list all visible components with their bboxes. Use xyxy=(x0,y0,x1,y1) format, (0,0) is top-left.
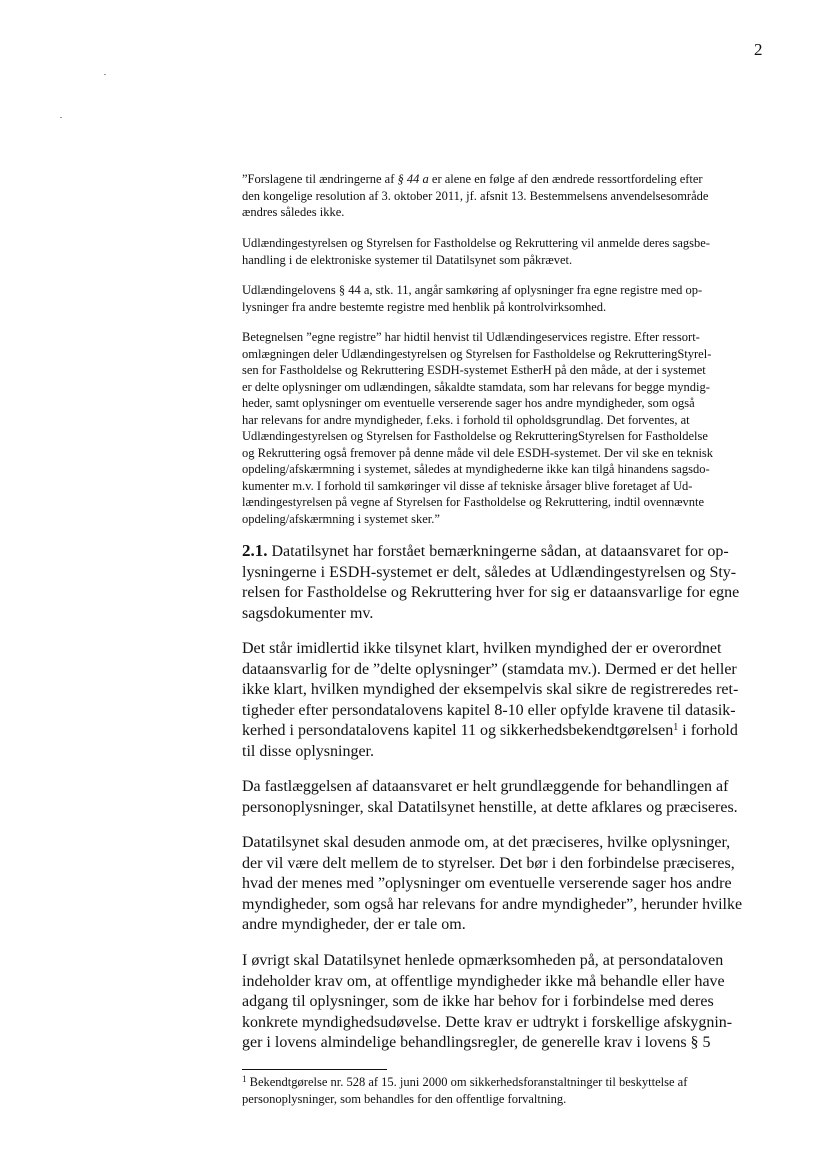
line: indeholder krav om, at offentlige myndigheder ikke må behandle eller have xyxy=(242,972,725,990)
line: Det står imidlertid ikke tilsynet klart, hvilken myndighed der er overordnet xyxy=(242,640,722,657)
quote-paragraph-2 xyxy=(242,235,769,268)
line: I øvrigt skal Datatilsynet henlede opmærksomheden på, at persondataloven xyxy=(242,952,724,969)
line: Da fastlæggelsen af dataansvaret er helt grundlæggende for behandlingen af xyxy=(242,778,729,795)
quote-line: lændingestyrelsen på vegne af Styrelsen for Fastholdelse og Rekruttering, indtil ovennævnte xyxy=(242,495,705,509)
line: dataansvarlig for de ”delte oplysninger” (stamdata mv.). Dermed er det heller xyxy=(242,660,737,678)
line: ikke klart, hvilken myndighed der eksempelvis skal sikre de registreredes ret- xyxy=(242,681,739,698)
footnote-separator xyxy=(242,1069,387,1070)
body-paragraph-2 xyxy=(242,639,770,762)
footnote xyxy=(242,1074,769,1108)
quote-line: omlægningen deler Udlændingestyrelsen og Styrelsen for Fastholdelse og RekrutteringStyrel- xyxy=(242,346,712,361)
line: sagsdokumenter mv. xyxy=(242,604,374,622)
quote-line: Udlændingestyrelsen og Styrelsen for Fastholdelse og RekrutteringStyrelsen for Fastholdelse xyxy=(242,429,708,443)
quote-line: ”Forslagene til ændringerne af § 44 a er alene en følge af den ændrede ressortfordeling efter xyxy=(242,172,703,186)
quote-paragraph-1 xyxy=(242,171,769,221)
quote-line: opdeling/afskærmning i systemet, således at myndighederne ikke kan tilgå hinandens sagsdo- xyxy=(242,462,710,476)
line: kerhed i persondatalovens kapitel 11 og sikkerhedsbekendtgørelsen$^1$ i forhold xyxy=(242,722,738,739)
line: ger i lovens almindelige behandlingsregler, de generelle krav i lovens § 5 xyxy=(242,1034,711,1051)
quote-line: har relevans for andre myndigheder, f.eks. i forhold til opholdsgrundlag. Det forventes, at xyxy=(242,412,690,427)
quote-line: kumenter m.v. I forhold til samkøringer vil disse af tekniske årsager blive foretaget af Ud- xyxy=(242,478,693,493)
quote-line: og Rekruttering også fremover på denne måde vil dele ESDH-systemet. Der vil ske en teknisk xyxy=(242,445,714,460)
quote-line: ændres således ikke. xyxy=(242,205,345,219)
line: hvad der menes med ”oplysninger om eventuelle verserende sager hos andre xyxy=(242,875,732,892)
body-paragraph-4 xyxy=(242,833,770,936)
line: konkrete myndighedsudøvelse. Dette krav er udtrykt i forskellige afskygnin- xyxy=(242,1013,733,1031)
section-number: 2.1. xyxy=(242,541,268,560)
line: relsen for Fastholdelse og Rekruttering hver for sig er dataansvarlige for egne xyxy=(242,584,740,601)
line: der vil være delt mellem de to styrelser. Det bør i den forbindelse præciseres, xyxy=(242,854,735,872)
line: tigheder efter persondatalovens kapitel 8-10 eller opfylde kravene til datasik- xyxy=(242,701,736,719)
body-paragraph-5 xyxy=(242,951,770,1054)
quote-line: Udlændingestyrelsen og Styrelsen for Fastholdelse og Rekruttering vil anmelde deres sagsbe- xyxy=(242,236,710,250)
line: til disse oplysninger. xyxy=(242,742,374,760)
quote-line: opdeling/afskærmning i systemet sker.” xyxy=(242,511,440,526)
line: adgang til oplysninger, som de ikke har behov for i forbindelse med deres xyxy=(242,993,714,1010)
quote-line: Udlændingelovens § 44 a, stk. 11, angår samkøring af oplysninger fra egne registre med op- xyxy=(242,283,703,297)
quote-line: den kongelige resolution af 3. oktober 2011, jf. afsnit 13. Bestemmelsens anvendelsesområde xyxy=(242,188,709,203)
line: andre myndigheder, der er tale om. xyxy=(242,916,466,933)
quote-line: sen for Fastholdelse og Rekruttering ESDH-systemet EstherH på den måde, at der i systemet xyxy=(242,363,706,377)
footnote-reference[interactable]: 1 xyxy=(673,722,679,733)
footnote-marker: 1 xyxy=(242,1074,247,1084)
footnote-line: $^1$ Bekendtgørelse nr. 528 af 15. juni 2000 om sikkerhedsforanstaltninger til beskyttelse af xyxy=(242,1074,688,1089)
line: personoplysninger, skal Datatilsynet henstille, at dette afklares og præciseres. xyxy=(242,798,738,816)
page-number: 2 xyxy=(754,40,763,59)
scan-speck xyxy=(60,117,62,118)
line: lysningerne i ESDH-systemet er delt, således at Udlændingestyrelsen og Sty- xyxy=(242,563,737,581)
quote-paragraph-3 xyxy=(242,282,769,315)
quote-paragraph-4 xyxy=(242,329,769,527)
quote-line: Betegnelsen ”egne registre” har hidtil henvist til Udlændingeservices registre. Efter ressort- xyxy=(242,330,700,344)
line: 2.1. Datatilsynet har forstået bemærkningerne sådan, at dataansvaret for op- xyxy=(242,541,729,560)
body-paragraph-3 xyxy=(242,777,770,818)
quote-line: er delte oplysninger om udlændingen, såkaldte stamdata, som har relevans for begge myndig- xyxy=(242,379,710,394)
quote-line: handling i de elektroniske systemer til Datatilsynet som påkrævet. xyxy=(242,252,573,267)
body-paragraph-1 xyxy=(242,541,770,624)
quote-line: heder, samt oplysninger om eventuelle verserende sager hos andre myndigheder, som også xyxy=(242,396,695,410)
line: myndigheder, som også har relevans for andre myndigheder”, herunder hvilke xyxy=(242,895,743,913)
quote-line: lysninger fra andre bestemte registre med henblik på kontrolvirksomhed. xyxy=(242,299,607,314)
scan-speck xyxy=(104,74,106,75)
line: Datatilsynet skal desuden anmode om, at det præciseres, hvilke oplysninger, xyxy=(242,834,731,851)
quote-emphasis: § 44 a xyxy=(397,172,429,186)
footnote-line: personoplysninger, som behandles for den offentlige forvaltning. xyxy=(242,1092,567,1106)
